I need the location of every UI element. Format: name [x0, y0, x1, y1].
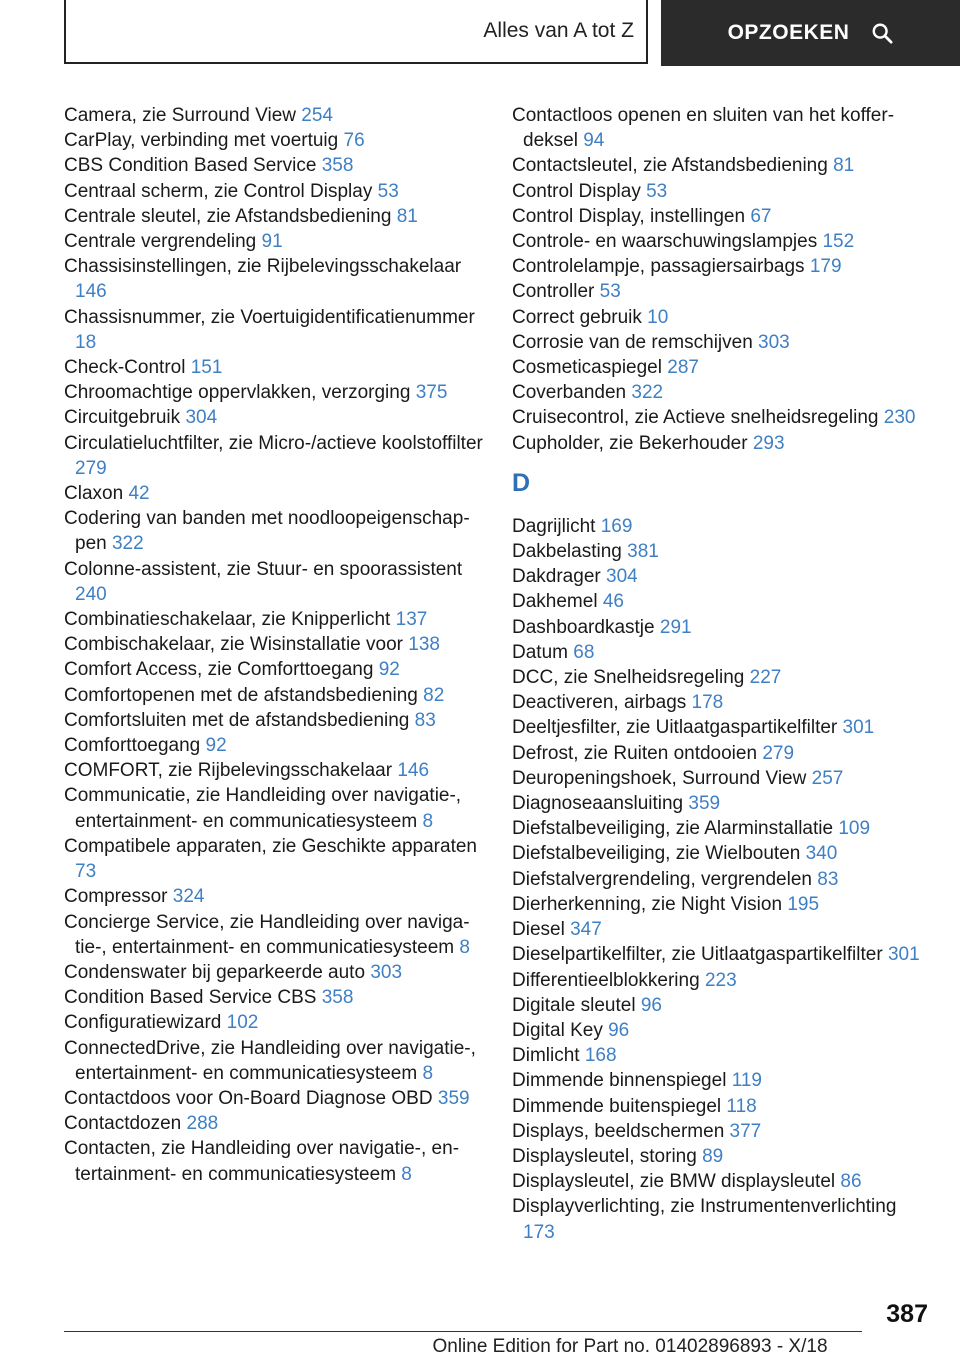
page-reference-link[interactable]: 92: [378, 659, 400, 681]
page-reference-link[interactable]: 81: [833, 155, 855, 177]
page-reference-link[interactable]: 81: [396, 205, 418, 227]
index-entry-text: Dimmende binnenspiegel: [512, 1070, 727, 1092]
search-button[interactable]: [661, 0, 960, 66]
index-entry: [64, 431, 484, 481]
page-reference-link[interactable]: 340: [805, 843, 838, 865]
page-reference-link[interactable]: 53: [599, 281, 621, 303]
index-entry-text: Dakhemel: [512, 591, 598, 613]
index-entry: [512, 741, 932, 766]
index-entry: [64, 229, 484, 254]
index-entry-text: Dakdrager: [512, 566, 601, 588]
index-entry: [64, 481, 484, 506]
index-entry: [512, 355, 932, 380]
page-reference-link[interactable]: 279: [75, 457, 107, 479]
page-reference-link[interactable]: 179: [809, 256, 842, 278]
index-entry: [64, 1036, 484, 1086]
index-entry-text: Camera, zie Surround View: [64, 105, 296, 126]
index-entry-text: Cosmeticaspiegel: [512, 357, 662, 379]
index-entry-text: Comfort Access, zie Comforttoegang: [64, 659, 374, 681]
tab-label: Alles van A tot Z: [483, 19, 634, 42]
index-entry: [512, 615, 932, 640]
index-entry-text: Contactsleutel, zie Afstandsbediening: [512, 155, 828, 177]
index-group-d: [512, 514, 932, 1245]
index-entry: [512, 564, 932, 589]
page-reference-link[interactable]: 322: [631, 382, 664, 404]
page-reference-link[interactable]: 347: [570, 919, 602, 941]
page-reference-link[interactable]: 10: [647, 306, 669, 328]
index-entry: [512, 665, 932, 690]
index-entry: [64, 305, 484, 355]
page-reference-link[interactable]: 119: [731, 1070, 762, 1092]
page-reference-link[interactable]: 83: [817, 868, 839, 890]
index-entry-text: ConnectedDrive, zie Handleiding over navigatie-, entertainment- en communicatiesysteem: [64, 1037, 476, 1084]
page-reference-link[interactable]: 377: [729, 1120, 762, 1142]
footer-text: Online Edition for Part no. 01402896893 - X/18: [432, 1336, 828, 1357]
index-entry-text: Contactdozen: [64, 1113, 182, 1135]
index-entry: [512, 229, 932, 254]
index-entry: [64, 557, 484, 607]
index-entry-text: Controlelampje, passagiersairbags: [512, 256, 805, 278]
page-reference-link[interactable]: 68: [573, 641, 595, 663]
index-entry-text: Communicatie, zie Handleiding over navigatie-, entertainment- en communicatiesysteem: [64, 785, 462, 832]
page-reference-link[interactable]: 381: [627, 541, 659, 563]
index-entry-text: Chassisinstellingen, zie Rijbelevingsschakelaar: [64, 256, 462, 278]
page-reference-link[interactable]: 146: [75, 281, 107, 303]
index-entry-text: Coverbanden: [512, 382, 627, 404]
search-icon: [871, 22, 893, 44]
index-column-right: [512, 103, 932, 1245]
index-entry: [64, 884, 484, 909]
page-reference-link[interactable]: 291: [659, 616, 692, 638]
index-entry-text: Chroomachtige oppervlakken, verzorging: [64, 382, 411, 404]
index-entry: [512, 1018, 932, 1043]
index-entry: [64, 1086, 484, 1111]
index-entry-text: Colonne-assistent, zie Stuur- en spoorassistent: [64, 558, 463, 580]
index-entry: [512, 942, 932, 967]
index-entry: [64, 103, 484, 128]
index-entry: [512, 1194, 932, 1244]
index-entry: [512, 431, 932, 456]
page-reference-link[interactable]: 223: [704, 969, 737, 991]
index-entry: [64, 153, 484, 178]
page-reference-link[interactable]: 8: [401, 1163, 412, 1185]
index-entry-text: Comfortsluiten met de afstandsbediening: [64, 709, 410, 731]
index-entry-text: Controller: [512, 281, 595, 303]
index-entry-text: Diesel: [512, 919, 565, 941]
page-reference-link[interactable]: 293: [752, 432, 785, 454]
index-entry: [64, 128, 484, 153]
index-entry-text: Displaysleutel, storing: [512, 1145, 697, 1167]
index-entry-text: Diefstalbeveiliging, zie Wielbouten: [512, 843, 801, 865]
index-entry: [64, 355, 484, 380]
index-entry: [512, 1094, 932, 1119]
index-entry: [512, 1068, 932, 1093]
index-entry: [512, 179, 932, 204]
index-entry: [64, 179, 484, 204]
page-reference-link[interactable]: 169: [600, 515, 633, 537]
page-reference-link[interactable]: 359: [437, 1087, 470, 1109]
index-entry: [512, 1169, 932, 1194]
index-entry-text: Centraal scherm, zie Control Display: [64, 180, 373, 202]
page-reference-link[interactable]: 18: [75, 331, 97, 353]
page-reference-link[interactable]: 358: [321, 987, 354, 1009]
index-entry-text: Deactiveren, airbags: [512, 692, 687, 714]
index-entry: [512, 917, 932, 942]
index-entry-text: Configuratiewizard: [64, 1012, 222, 1034]
page-reference-link[interactable]: 304: [185, 407, 218, 429]
index-entry-text: Dagrijlicht: [512, 515, 596, 537]
index-entry: [512, 589, 932, 614]
page-reference-link[interactable]: 240: [75, 583, 107, 605]
page-reference-link[interactable]: 91: [261, 231, 283, 253]
index-entry-text: Codering van banden met noodloopeigenschappen: [64, 508, 470, 555]
index-entry: [512, 305, 932, 330]
index-entry: [512, 968, 932, 993]
index-entry-text: Corrosie van de remschijven: [512, 331, 753, 353]
page-reference-link[interactable]: 8: [459, 936, 470, 958]
index-entry: [64, 960, 484, 985]
page-number: 387: [886, 1300, 928, 1328]
index-entry: [512, 791, 932, 816]
index-entry-text: Displaysleutel, zie BMW displaysleutel: [512, 1171, 836, 1193]
index-entry: [64, 254, 484, 304]
index-entry-text: Cupholder, zie Bekerhouder: [512, 432, 748, 454]
index-entry: [512, 690, 932, 715]
index-entry-text: Defrost, zie Ruiten ontdooien: [512, 742, 758, 764]
page-reference-link[interactable]: 92: [205, 735, 227, 757]
page-reference-link[interactable]: 42: [128, 483, 150, 505]
index-entry-text: Comforttoegang: [64, 735, 201, 757]
tab-alles-van-a-tot-z[interactable]: [64, 0, 648, 64]
index-entry: [64, 1136, 484, 1186]
index-entry-text: Contactloos openen en sluiten van het kofferdeksel: [512, 105, 895, 152]
footer-divider: [64, 1331, 862, 1332]
page-reference-link[interactable]: 322: [111, 533, 144, 555]
page-reference-link[interactable]: 86: [840, 1171, 862, 1193]
index-entry: [512, 715, 932, 740]
index-entry: [64, 708, 484, 733]
index-entry-text: Dakbelasting: [512, 541, 622, 563]
page-reference-link[interactable]: 358: [321, 155, 354, 177]
page-reference-link[interactable]: 8: [422, 1062, 434, 1084]
page-reference-link[interactable]: 227: [749, 667, 782, 689]
index-entry-text: Deuropeningshoek, Surround View: [512, 767, 807, 789]
index-entry: [512, 539, 932, 564]
index-entry: [512, 1144, 932, 1169]
index-entry: [512, 514, 932, 539]
page-reference-link[interactable]: 287: [667, 357, 699, 379]
index-entry: [512, 766, 932, 791]
index-entry: [64, 758, 484, 783]
index-entry-text: Dierherkenning, zie Night Vision: [512, 893, 783, 915]
page-reference-link[interactable]: 359: [688, 793, 721, 815]
index-entry: [512, 153, 932, 178]
page-reference-link[interactable]: 96: [608, 1019, 630, 1041]
index-entry-text: Control Display, instellingen: [512, 205, 746, 227]
index-group-c: [512, 103, 932, 456]
index-entry-text: CarPlay, verbinding met voertuig: [64, 130, 339, 152]
index-entry-text: Centrale vergrendeling: [64, 231, 257, 253]
index-entry-text: Compressor: [64, 886, 168, 908]
index-entry: [512, 841, 932, 866]
index-entry: [64, 1010, 484, 1035]
page-reference-link[interactable]: 168: [584, 1045, 617, 1067]
index-entry: [64, 834, 484, 884]
index-entry-text: Condition Based Service CBS: [64, 987, 317, 1009]
page-reference-link[interactable]: 230: [883, 407, 916, 429]
index-entry: [64, 683, 484, 708]
search-label: OPZOEKEN: [727, 21, 850, 44]
index-entry-text: Centrale sleutel, zie Afstandsbediening: [64, 205, 392, 227]
index-entry: [512, 1119, 932, 1144]
index-entry-text: Combischakelaar, zie Wisinstallatie voor: [64, 634, 403, 656]
index-entry: [512, 103, 932, 153]
index-entry: [512, 330, 932, 355]
page-reference-link[interactable]: 257: [811, 767, 844, 789]
index-entry: [512, 405, 932, 430]
page-reference-link[interactable]: 137: [395, 609, 428, 631]
index-entry-text: Cruisecontrol, zie Actieve snelheidsregeling: [512, 407, 879, 429]
index-entry-text: Differentieelblokkering: [512, 969, 700, 991]
page-reference-link[interactable]: 279: [762, 742, 795, 764]
index-entry-text: Dimlicht: [512, 1045, 580, 1067]
index-entry: [64, 380, 484, 405]
index-entry: [512, 993, 932, 1018]
index-entry-text: Chassisnummer, zie Voertuigidentificatienummer: [64, 306, 475, 328]
index-entry-text: Displays, beeldschermen: [512, 1120, 725, 1142]
page-reference-link[interactable]: 324: [172, 886, 205, 908]
index-entry: [64, 607, 484, 632]
page-reference-link[interactable]: 304: [606, 566, 638, 588]
index-entry: [64, 910, 484, 960]
index-entry-text: Concierge Service, zie Handleiding over navigatie-, entertainment- en communicatiesysteem: [64, 911, 470, 958]
page-reference-link[interactable]: 301: [842, 717, 875, 739]
index-entry-text: Dimmende buitenspiegel: [512, 1095, 722, 1117]
index-entry-text: Contactdoos voor On-Board Diagnose OBD: [64, 1087, 433, 1109]
page-reference-link[interactable]: 173: [523, 1221, 555, 1243]
index-entry: [64, 657, 484, 682]
page-reference-link[interactable]: 67: [750, 205, 772, 227]
index-entry: [64, 985, 484, 1010]
index-entry: [64, 783, 484, 833]
index-entry-text: Datum: [512, 641, 568, 663]
index-entry-text: Digitale sleutel: [512, 994, 636, 1016]
page-reference-link[interactable]: 375: [415, 382, 448, 404]
index-entry-text: DCC, zie Snelheidsregeling: [512, 667, 745, 689]
page-reference-link[interactable]: 109: [838, 818, 871, 840]
index-entry-text: Digital Key: [512, 1019, 603, 1041]
page-reference-link[interactable]: 89: [702, 1145, 724, 1167]
page-reference-link[interactable]: 46: [602, 591, 624, 613]
index-column-left: [64, 103, 484, 1187]
section-letter-d: D: [512, 468, 531, 497]
index-entry-text: Comfortopenen met de afstandsbediening: [64, 684, 418, 706]
page-reference-link[interactable]: 53: [646, 180, 668, 202]
index-entry-text: Displayverlichting, zie Instrumentenverlichting: [512, 1196, 897, 1218]
index-entry-text: Condenswater bij geparkeerde auto: [64, 961, 366, 983]
index-entry: [512, 867, 932, 892]
index-entry-text: Deeltjesfilter, zie Uitlaatgaspartikelfilter: [512, 717, 838, 739]
index-entry: [64, 632, 484, 657]
page-reference-link[interactable]: 303: [758, 331, 790, 353]
index-entry: [64, 506, 484, 556]
index-entry-text: Correct gebruik: [512, 306, 642, 328]
index-entry: [64, 204, 484, 229]
index-entry: [64, 733, 484, 758]
page-reference-link[interactable]: 83: [414, 709, 436, 731]
index-entry: [512, 1043, 932, 1068]
index-entry-text: Control Display: [512, 180, 641, 202]
index-entry: [512, 204, 932, 229]
index-entry: [64, 1111, 484, 1136]
page-reference-link[interactable]: 118: [726, 1095, 757, 1117]
page-reference-link[interactable]: 178: [691, 692, 724, 714]
index-entry-text: Diefstalbeveiliging, zie Alarminstallatie: [512, 818, 834, 840]
page-reference-link[interactable]: 151: [190, 357, 223, 379]
page-reference-link[interactable]: 76: [343, 130, 365, 152]
page-reference-link[interactable]: 94: [583, 130, 605, 152]
index-entry-text: Controle- en waarschuwingslampjes: [512, 231, 818, 253]
header: [0, 0, 960, 66]
index-entry-text: Circuitgebruik: [64, 407, 181, 429]
index-entry: [512, 279, 932, 304]
page-reference-link[interactable]: 73: [75, 861, 97, 883]
index-entry-text: Dieselpartikelfilter, zie Uitlaatgaspartikelfilter: [512, 944, 883, 966]
page-reference-link[interactable]: 8: [422, 810, 434, 832]
index-entry: [512, 892, 932, 917]
index-entry: [512, 380, 932, 405]
index-entry-text: CBS Condition Based Service: [64, 155, 317, 177]
index-entry-text: Contacten, zie Handleiding over navigatie-, entertainment- en communicatiesysteem: [64, 1138, 460, 1185]
page-reference-link[interactable]: 53: [377, 180, 399, 202]
page-reference-link[interactable]: 152: [822, 231, 855, 253]
page-reference-link[interactable]: 102: [226, 1012, 259, 1034]
page-reference-link[interactable]: 82: [423, 684, 445, 706]
page-reference-link[interactable]: 146: [397, 760, 430, 782]
index-entry-text: Diagnoseaansluiting: [512, 793, 684, 815]
index-entry: [512, 816, 932, 841]
index-entry-text: Dashboardkastje: [512, 616, 655, 638]
index-entry-text: Compatibele apparaten, zie Geschikte apparaten: [64, 835, 477, 857]
page-reference-link[interactable]: 303: [370, 961, 403, 983]
page-reference-link[interactable]: 288: [186, 1113, 219, 1135]
index-entry-text: Diefstalvergrendeling, vergrendelen: [512, 868, 812, 890]
page-reference-link[interactable]: 254: [301, 105, 333, 126]
index-entry-text: COMFORT, zie Rijbelevingsschakelaar: [64, 760, 393, 782]
index-entry: [512, 640, 932, 665]
index-entry-text: Circulatieluchtfilter, zie Micro-/actieve koolstoffilter: [64, 432, 483, 454]
index-entry: [64, 405, 484, 430]
page-reference-link[interactable]: 195: [787, 893, 820, 915]
index-entry-text: Combinatieschakelaar, zie Knipperlicht: [64, 609, 391, 631]
page-reference-link[interactable]: 96: [640, 994, 662, 1016]
page-reference-link[interactable]: 138: [408, 634, 440, 656]
index-entry-text: Claxon: [64, 483, 124, 505]
index-entry-text: Check-Control: [64, 357, 186, 379]
page-reference-link[interactable]: 301: [887, 944, 920, 966]
index-entry: [512, 254, 932, 279]
